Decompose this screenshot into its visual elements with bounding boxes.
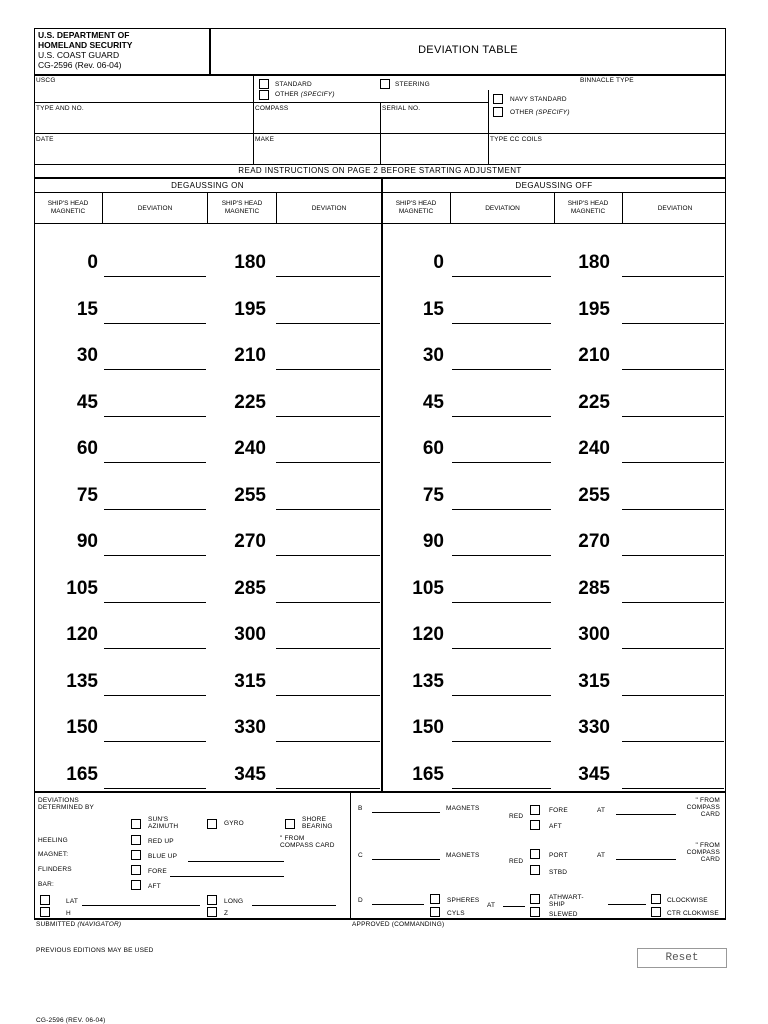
aft-label: AFT [148,883,161,890]
other-checkbox[interactable] [259,90,269,100]
long-checkbox[interactable] [207,895,217,905]
submitted-text: SUBMITTED [36,921,76,928]
heading-value: 300 [578,624,610,645]
slewed-input[interactable] [608,904,646,905]
heading-value: 75 [422,484,444,506]
deviation-input[interactable] [276,555,380,556]
heading-value: 120 [66,624,98,645]
fore-label: FORE [148,868,167,875]
deviation-input[interactable] [622,509,724,510]
fore-r-checkbox[interactable] [530,805,540,815]
deviation-input[interactable] [452,323,551,324]
clockwise-label: CLOCKWISE [667,897,708,904]
deviation-header: DEVIATION [311,205,347,212]
gyro-checkbox[interactable] [207,819,217,829]
c-at-input[interactable] [616,859,676,860]
deviation-input[interactable] [622,276,724,277]
blue-up-checkbox[interactable] [131,850,141,860]
heading-value: 255 [578,484,610,506]
spheres-checkbox[interactable] [430,894,440,904]
ships-head-header: SHIP'S HEAD MAGNETIC [47,200,89,215]
deviation-input[interactable] [276,695,380,696]
lat-input[interactable] [82,905,200,906]
binnacle-other-label [510,109,570,116]
deviation-input[interactable] [276,276,380,277]
heading-value: 90 [76,531,98,552]
ships-head-header: SHIP'S HEAD MAGNETIC [567,200,609,215]
divider [34,102,488,103]
other-text: OTHER [275,91,299,98]
ctr-clockwise-label: CTR CLOKWISE [667,910,719,917]
z-checkbox[interactable] [207,907,217,917]
deviation-input[interactable] [622,788,724,789]
deviation-input[interactable] [104,462,206,463]
deviation-input[interactable] [276,648,380,649]
specify-text: (SPECIFY) [535,109,570,116]
deviation-input[interactable] [622,648,724,649]
flinders-bar-input[interactable] [170,876,284,877]
instructions-banner: READ INSTRUCTIONS ON PAGE 2 BEFORE STARTING ADJUSTMENT [238,166,522,175]
at-label: AT [487,902,496,909]
red-up-checkbox[interactable] [131,835,141,845]
deviation-input[interactable] [276,323,380,324]
aft-r-checkbox[interactable] [530,820,540,830]
heading-value: 60 [422,438,444,459]
steering-checkbox[interactable] [380,79,390,89]
divider [450,192,451,223]
heading-value: 210 [578,345,610,366]
heading-value: 240 [578,438,610,459]
deviation-input[interactable] [276,788,380,789]
b-label: B [358,805,363,812]
magnets-label: MAGNETS [446,805,480,812]
deviation-input[interactable] [276,602,380,603]
red-label: RED [509,858,524,865]
deviation-input[interactable] [104,555,206,556]
heading-value: 345 [234,763,266,785]
deviation-input[interactable] [452,741,551,742]
divider [34,164,726,165]
heading-value: 165 [412,763,444,785]
divider [34,133,726,134]
h-checkbox[interactable] [40,907,50,917]
b-at-input[interactable] [616,814,676,815]
heading-value: 120 [412,624,444,645]
divider [253,75,254,164]
deviation-input[interactable] [622,416,724,417]
deviation-input[interactable] [452,416,551,417]
date-label: DATE [36,136,54,143]
red-label: RED [509,813,524,820]
type-cc-coils-label: TYPE CC COILS [490,136,543,143]
deviation-input[interactable] [452,509,551,510]
heading-value: 330 [234,717,266,738]
deviation-input[interactable] [104,416,206,417]
slewed-label: SLEWED [549,911,578,918]
heading-value: 330 [578,717,610,738]
fore-r-label: FORE [549,807,568,814]
fore-checkbox[interactable] [131,865,141,875]
blue-up-label: BLUE UP [148,853,178,860]
heeling-magnet-input[interactable] [188,861,284,862]
red-up-label: RED UP [148,838,174,845]
divider [34,223,726,224]
heading-value: 150 [412,717,444,738]
spheres-label: SPHERES [447,897,480,904]
heading-value: 195 [234,298,266,320]
divider [34,791,726,793]
ctr-clockwise-checkbox[interactable] [651,907,661,917]
divider [34,918,726,919]
deviation-input[interactable] [452,369,551,370]
heading-value: 30 [422,345,444,366]
heading-value: 105 [66,577,98,599]
deviation-input[interactable] [276,369,380,370]
c-input[interactable] [372,859,440,860]
port-checkbox[interactable] [530,849,540,859]
deviation-input[interactable] [104,369,206,370]
agency-block [38,30,208,70]
deviation-input[interactable] [452,462,551,463]
divider [622,192,623,223]
deviation-input[interactable] [622,369,724,370]
from-compass-card-label: " FROM COMPASS CARD [280,835,335,849]
form-number: CG-2596 (Rev. 06-04) [38,60,122,70]
heading-value: 75 [76,484,98,506]
degaussing-on-header: DEGAUSSING ON [171,181,244,190]
heading-value: 90 [422,531,444,552]
from-compass-card-label: " FROM COMPASS CARD [686,842,720,863]
flinders-label: FLINDERS [38,866,72,873]
navy-standard-label: NAVY STANDARD [510,96,567,103]
athwartship-checkbox[interactable] [530,894,540,904]
heading-value: 0 [433,252,444,273]
ships-head-header: SHIP'S HEAD MAGNETIC [395,200,437,215]
shore-bearing-label: SHORE BEARING [302,816,333,830]
divider [381,178,383,792]
agency-line3: U.S. COAST GUARD [38,50,120,60]
deviation-input[interactable] [104,741,206,742]
navy-standard-checkbox[interactable] [493,94,503,104]
deviation-header: DEVIATION [657,205,693,212]
cyls-label: CYLS [447,910,465,917]
heading-value: 270 [578,531,610,552]
deviation-header: DEVIATION [137,205,173,212]
magnet-label: MAGNET: [38,851,69,858]
steering-label: STEERING [395,81,430,88]
submitted-label [36,921,121,928]
heading-value: 270 [234,531,266,552]
from-compass-card-label: " FROM COMPASS CARD [686,797,720,818]
heading-value: 30 [76,345,98,366]
suns-azimuth-checkbox[interactable] [131,819,141,829]
deviation-input[interactable] [276,741,380,742]
deviation-input[interactable] [104,695,206,696]
deviation-input[interactable] [452,648,551,649]
deviation-input[interactable] [622,602,724,603]
deviation-input[interactable] [452,276,551,277]
suns-azimuth-label: SUN'S AZIMUTH [148,816,179,830]
heading-value: 315 [234,670,266,692]
gyro-label: GYRO [224,820,244,827]
divider [554,192,555,223]
divider [350,792,351,920]
at-label: AT [597,807,606,814]
serial-no-label: SERIAL NO. [382,105,421,112]
deviation-input[interactable] [104,788,206,789]
heading-value: 150 [66,717,98,738]
deviation-input[interactable] [622,695,724,696]
agency-line1: U.S. DEPARTMENT OF [38,30,130,40]
heading-value: 315 [578,670,610,692]
deviation-input[interactable] [622,555,724,556]
deviation-input[interactable] [276,462,380,463]
divider [34,74,726,76]
long-input[interactable] [252,905,336,906]
heading-value: 180 [234,252,266,273]
deviation-input[interactable] [452,602,551,603]
reset-button[interactable]: Reset [637,948,727,968]
heading-value: 15 [76,298,98,320]
agency-line2: HOMELAND SECURITY [38,40,133,50]
deviation-input[interactable] [104,323,206,324]
d-input[interactable] [372,904,424,905]
lat-label: LAT [66,898,79,905]
deviation-input[interactable] [104,276,206,277]
divider [488,90,489,164]
heading-value: 45 [76,391,98,413]
deviation-header: DEVIATION [485,205,520,212]
divider [207,192,208,223]
lat-checkbox[interactable] [40,895,50,905]
heading-value: 135 [66,670,98,692]
specify-text: (SPECIFY) [300,91,335,98]
divider [34,177,726,179]
heading-value: 225 [578,391,610,413]
footer-form-number: CG-2596 (REV. 06-04) [36,1017,106,1024]
z-label: Z [224,910,229,917]
heading-value: 285 [234,577,266,599]
other-label [275,91,335,98]
compass-label: COMPASS [255,105,289,112]
standard-checkbox[interactable] [259,79,269,89]
magnets-label: MAGNETS [446,852,480,859]
type-and-no-label: TYPE AND NO. [36,105,84,112]
long-label: LONG [224,898,244,905]
deviation-input[interactable] [452,788,551,789]
binnacle-type-label: BINNACLE TYPE [580,77,634,84]
heading-value: 285 [578,577,610,599]
stbd-checkbox[interactable] [530,865,540,875]
slewed-checkbox[interactable] [530,907,540,917]
bar-label: BAR: [38,881,54,888]
deviation-input[interactable] [622,323,724,324]
make-label: MAKE [255,136,275,143]
shore-bearing-checkbox[interactable] [285,819,295,829]
deviation-input[interactable] [622,741,724,742]
ships-head-header: SHIP'S HEAD MAGNETIC [221,200,263,215]
heading-value: 135 [412,670,444,692]
d-at-input[interactable] [503,906,525,907]
heading-value: 60 [76,438,98,459]
deviation-input[interactable] [104,648,206,649]
heading-value: 255 [234,484,266,506]
stbd-label: STBD [549,869,568,876]
deviation-input[interactable] [622,462,724,463]
heading-value: 180 [578,252,610,273]
navigator-text: (NAVIGATOR) [77,921,122,928]
divider [102,192,103,223]
heading-value: 345 [578,763,610,785]
d-label: D [358,897,363,904]
uscg-label: USCG [36,77,56,84]
aft-r-label: AFT [549,823,562,830]
binnacle-other-checkbox[interactable] [493,107,503,117]
heading-value: 195 [578,298,610,320]
heading-value: 45 [422,391,444,413]
deviation-input[interactable] [104,509,206,510]
other-text: OTHER [510,109,534,116]
at-label: AT [597,852,606,859]
h-label: H [66,910,71,917]
port-label: PORT [549,852,568,859]
heading-value: 210 [234,345,266,366]
heading-value: 15 [422,298,444,320]
deviation-input[interactable] [452,555,551,556]
c-label: C [358,852,363,859]
approved-label: APPROVED (COMMANDING) [352,921,445,928]
heading-value: 165 [66,763,98,785]
previous-editions-note: PREVIOUS EDITIONS MAY BE USED [36,947,154,954]
b-input[interactable] [372,812,440,813]
heeling-label: HEELING [38,837,68,844]
heading-value: 240 [234,438,266,459]
heading-value: 225 [234,391,266,413]
cyls-checkbox[interactable] [430,907,440,917]
deviation-input[interactable] [276,416,380,417]
heading-value: 0 [87,252,98,273]
athwartship-label: ATHWART-SHIP [549,894,584,908]
degaussing-off-header: DEGAUSSING OFF [515,181,593,190]
divider [276,192,277,223]
heading-value: 105 [412,577,444,599]
aft-checkbox[interactable] [131,880,141,890]
deviation-input[interactable] [452,695,551,696]
deviation-input[interactable] [104,602,206,603]
deviation-input[interactable] [276,509,380,510]
deviations-determined-by-label: DEVIATIONS DETERMINED BY [38,797,95,811]
page-title: DEVIATION TABLE [418,44,518,56]
clockwise-checkbox[interactable] [651,894,661,904]
heading-value: 300 [234,624,266,645]
standard-label: STANDARD [275,81,312,88]
